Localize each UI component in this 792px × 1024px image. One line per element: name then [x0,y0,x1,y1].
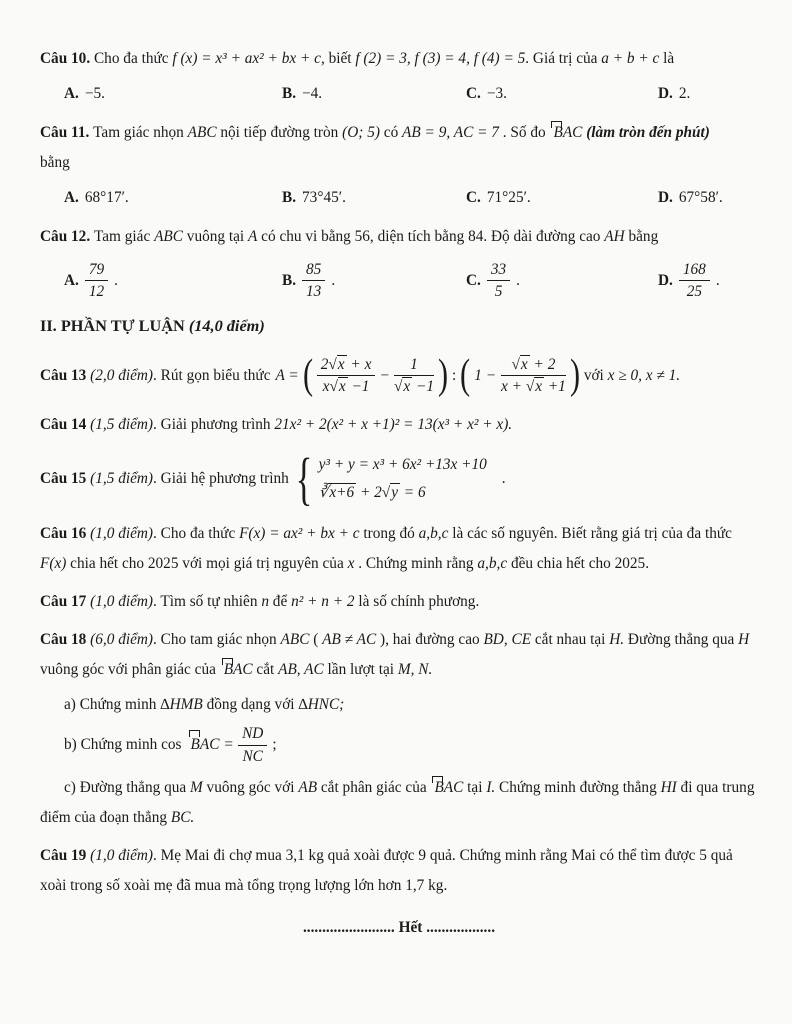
q15-period: . [501,469,506,487]
q12-option-b [282,260,466,301]
dots-right: .................. [426,918,496,936]
q13-fraction-1: $\frac{2√x + x}{x√x -1}$ [317,355,376,396]
question-11-text: Câu 11. Tam giác nhọn ABC nội tiếp đường tròn (O; 5) có AB = 9, AC = 7 . Số đo BAC (làm tròn đến phút) [40,124,710,141]
q10-option-c [466,80,658,108]
option-value: 67°58′. [678,189,723,206]
question-19-text: Câu 19 (1,0 điểm). Mẹ Mai đi chợ mua 3,1 kg quả xoài được 9 quả. Chứng minh rằng Mai có thể tìm được 5 quả xoài trong số xoài mẹ đã mua mà tổng trọng lượng lớn hơn 1,7 kg. [40,846,733,894]
q15-equation-1: y³ + y = x³ + 6x² +13x +10 [318,456,487,474]
option-letter: D. [658,85,673,102]
question-16-text: Câu 16 (1,0 điểm). Cho đa thức F(x) = ax² + bx + c trong đó a,b,c là các số nguyên. Biết rằng giá trị của đa thức F(x) chia hết cho 2025 với mọi giá trị nguyên của x . Chứng minh rằng a,b,c đều chia hết cho 2025. [40,525,732,573]
option-fraction: $\frac{85}{13}$ [302,260,325,301]
q10-option-b [282,80,466,108]
question-10-options [40,80,758,108]
option-letter: B. [282,271,297,289]
q11-option-d [658,184,758,212]
q11-option-b [282,184,466,212]
option-period: . [331,271,336,289]
question-17-text: Câu 17 (1,0 điểm). Tìm số tự nhiên n để n² + n + 2 là số chính phương. [40,593,480,611]
question-12-text: Câu 12. Tam giác ABC vuông tại A có chu vi bằng 56, diện tích bằng 84. Độ dài đường cao AH bằng [40,228,659,245]
option-letter: B. [282,85,297,102]
question-11-options [40,184,758,212]
big-paren-close: ) [437,351,449,398]
question-13 [40,351,758,398]
question-12-options [40,260,758,301]
question-14-text: Câu 14 (1,5 điểm). Giải phương trình 21x² + 2(x² + x +1)² = 13(x³ + x² + x). [40,416,513,434]
q11-option-a [64,184,282,212]
q13-minus: − [380,366,389,384]
question-18b [40,724,758,765]
option-letter: D. [658,189,673,206]
section-title: II. PHẦN TỰ LUẬN [40,316,189,336]
option-period: . [114,271,118,289]
q18b-prefix: b) Chứng minh cos [64,736,182,754]
question-10-text: Câu 10. Cho đa thức f (x) = x³ + ax² + bx + c, biết f (2) = 3, f (3) = 4, f (4) = 5. Giá trị của a + b + c là [40,50,675,67]
q13-condition: với x ≥ 0, x ≠ 1. [583,366,681,384]
het-label: Hết [398,918,423,936]
q18b-angle: BAC [191,733,220,757]
option-period: . [715,271,720,289]
question-18a: a) Chứng minh ∆HMB đồng dạng với ∆HNC; [64,696,345,714]
question-18c: c) Đường thẳng qua M vuông góc với AB cắt phân giác của BAC tại I. Chứng minh đường thẳng HI đi qua trung điểm của đoạn thẳng BC. [40,778,755,826]
option-letter: C. [466,189,481,206]
option-period: . [516,271,520,289]
option-value: 2. [678,85,691,102]
q13-fraction-2: $\frac{1}{√x -1}$ [394,356,434,396]
section-2-header [40,311,758,341]
option-letter: C. [466,271,481,289]
q12-option-d [658,260,758,301]
question-11-text-cont: bằng [40,154,70,171]
option-value: −4. [302,85,323,102]
option-value: −3. [486,85,507,102]
q18b-semicolon: ; [272,736,277,754]
question-15 [40,445,758,511]
option-letter: B. [282,189,297,206]
option-fraction: $\frac{168}{25}$ [679,260,710,301]
option-value: 73°45′. [302,189,346,206]
q13-lhs: A = [275,366,299,384]
option-fraction: $\frac{79}{12}$ [85,260,108,301]
system-brace: { [295,445,313,511]
option-letter: A. [64,271,79,289]
option-letter: C. [466,85,481,102]
q10-option-d [658,80,758,108]
option-letter: D. [658,271,673,289]
q11-option-c [466,184,658,212]
option-fraction: $\frac{33}{5}$ [487,260,510,301]
q13-fraction-3: $\frac{√x + 2}{x + √x +1}$ [501,356,566,396]
q12-option-a [64,260,282,301]
q18b-equals: = [224,736,234,754]
q10-option-a [64,80,282,108]
end-of-exam-line [40,913,758,943]
option-letter: A. [64,85,79,102]
big-paren-open: ( [302,351,313,398]
question-13-label: Câu 13 (2,0 điểm). Rút gọn biểu thức [40,366,271,384]
q12-option-c [466,260,658,301]
big-paren-close: ) [569,351,580,398]
question-15-label: Câu 15 (1,5 điểm). Giải hệ phương trình [40,469,289,487]
option-value: 68°17′. [84,189,129,206]
option-value: 71°25′. [486,189,531,206]
section-points: (14,0 điểm) [188,316,265,336]
option-value: −5. [84,85,105,102]
dots-left: ........................ [302,918,395,936]
option-letter: A. [64,189,79,206]
q13-colon: : [452,366,457,384]
question-18-text: Câu 18 (6,0 điểm). Cho tam giác nhọn ABC ( AB ≠ AC ), hai đường cao BD, CE cắt nhau tại H. Đường thẳng qua H vuông góc với phân giác của BAC cắt AB, AC lần lượt tại M, N. [40,631,750,679]
q13-one-minus: 1 − [474,366,497,384]
big-paren-open: ( [460,351,471,398]
q15-system [319,452,487,505]
q15-equation-2: ∛x+6 + 2√y = 6 [318,484,426,502]
q18b-fraction: $\frac{ND}{NC}$ [238,724,267,765]
